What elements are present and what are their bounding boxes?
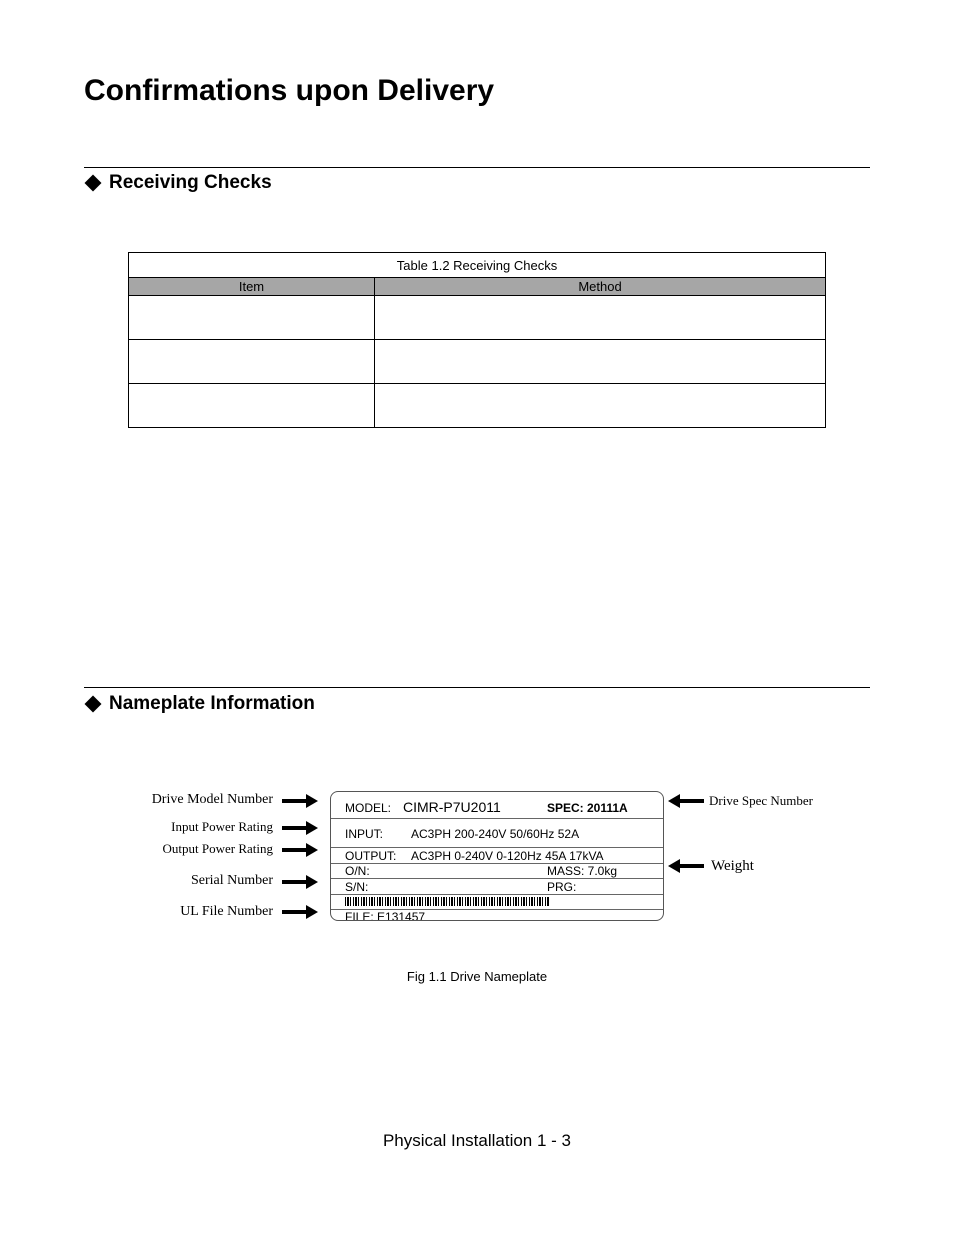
- section-divider: [84, 687, 870, 688]
- arrow-right-icon: [282, 843, 318, 857]
- figure-caption: Fig 1.1 Drive Nameplate: [406, 969, 548, 984]
- arrow-left-icon: [668, 794, 704, 808]
- plate-spec: SPEC: 20111A: [547, 801, 628, 815]
- plate-input-value: AC3PH 200-240V 50/60Hz 52A: [411, 827, 580, 841]
- diamond-bullet-icon: [85, 696, 102, 713]
- plate-output-value: AC3PH 0-240V 0-120Hz 45A 17kVA: [411, 849, 604, 863]
- arrow-left-icon: [668, 859, 704, 873]
- plate-row-on: [331, 864, 663, 879]
- receiving-checks-table: [128, 252, 826, 428]
- label-output-power-rating: Output Power Rating: [162, 841, 273, 856]
- plate-row-input: [331, 819, 663, 848]
- plate-row-output: [331, 848, 663, 864]
- column-header-method: Method: [375, 278, 826, 296]
- arrow-right-icon: [282, 875, 318, 889]
- plate-row-model: [331, 792, 663, 819]
- table-cell: [129, 340, 375, 384]
- column-header-item: Item: [129, 278, 375, 296]
- page-footer: Physical Installation 1 - 3: [382, 1131, 572, 1150]
- arrow-right-icon: [282, 794, 318, 808]
- arrow-right-icon: [282, 821, 318, 835]
- plate-file: FILE: E131457: [345, 910, 426, 921]
- table-row: [129, 384, 826, 428]
- plate-on-label: O/N:: [345, 864, 370, 878]
- table-caption: Table 1.2 Receiving Checks: [129, 253, 826, 278]
- plate-row-file: [331, 910, 663, 921]
- label-drive-model-number: Drive Model Number: [151, 792, 273, 807]
- plate-row-barcode: [331, 895, 663, 910]
- diamond-bullet-icon: [85, 175, 102, 192]
- receiving-checks-heading-text: Receiving Checks: [109, 172, 272, 193]
- table-cell: [375, 296, 826, 340]
- label-weight: Weight: [711, 858, 754, 874]
- table-cell: [129, 384, 375, 428]
- plate-input-label: INPUT:: [345, 827, 384, 841]
- page-title: Confirmations upon Delivery: [84, 74, 495, 107]
- label-input-power-rating: Input Power Rating: [171, 819, 273, 834]
- plate-model-value: CIMR-P7U2011: [403, 799, 501, 815]
- label-drive-spec-number: Drive Spec Number: [709, 793, 813, 808]
- barcode-graphic: [345, 897, 550, 906]
- drive-nameplate-figure: [130, 785, 830, 930]
- table-cell: [375, 384, 826, 428]
- nameplate-information-heading: [84, 693, 315, 715]
- plate-row-sn: [331, 879, 663, 895]
- plate-model-label: MODEL:: [345, 801, 392, 815]
- table-row: [129, 296, 826, 340]
- plate-sn-label: S/N:: [345, 880, 369, 894]
- table-cell: [375, 340, 826, 384]
- arrow-right-icon: [282, 905, 318, 919]
- plate-prg: PRG:: [547, 880, 577, 894]
- nameplate-left-labels: [130, 785, 273, 930]
- section-divider: [84, 167, 870, 168]
- table-row: [129, 340, 826, 384]
- table-cell: [129, 296, 375, 340]
- nameplate-information-heading-text: Nameplate Information: [109, 693, 315, 714]
- nameplate-label: [330, 791, 664, 921]
- receiving-checks-heading: [84, 172, 272, 194]
- plate-mass: MASS: 7.0kg: [547, 864, 618, 878]
- label-ul-file-number: UL File Number: [180, 904, 273, 919]
- label-serial-number: Serial Number: [190, 873, 273, 888]
- plate-output-label: OUTPUT:: [345, 849, 397, 863]
- receiving-checks-table-wrap: [128, 252, 825, 428]
